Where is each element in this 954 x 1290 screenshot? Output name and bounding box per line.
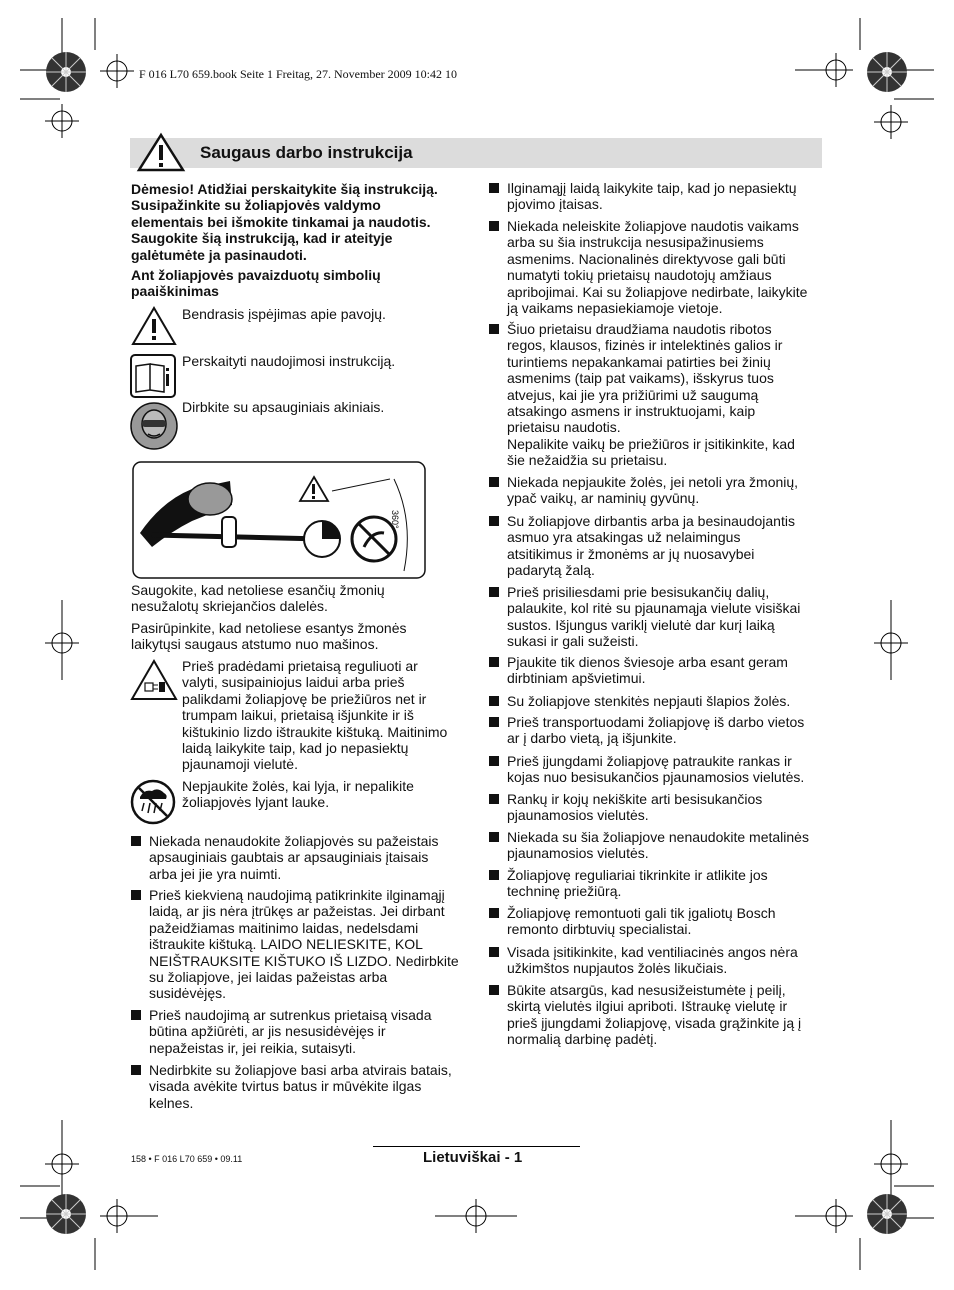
- symbol-rain-text: [182, 778, 414, 811]
- text-line: regos, klausos, fizinės ir intelektinės galios ir: [507, 337, 783, 354]
- symbol-goggles-text: Dirbkite su apsauginiais akiniais.: [182, 399, 385, 415]
- text-line: Visada įsitikinkite, kad ventiliacinės angos nėra: [507, 944, 798, 960]
- safety-goggles-icon: [130, 402, 178, 450]
- text-line: Niekada nepjaukite žolės, jei netoli yra žmonių,: [507, 474, 799, 490]
- intro-line: Dėmesio! Atidžiai perskaitykite šią instrukciją.: [131, 181, 438, 197]
- text-line: Nepalikite vaikų be priežiūros ir įsitikinkite, kad: [507, 435, 795, 452]
- bullet-square-icon: [489, 985, 499, 995]
- text-line: Žoliapjovę reguliariai tikrinkite ir atlikite jos: [507, 867, 768, 883]
- text-line: asmuo yra atsakingas už nelaimingus: [507, 529, 741, 546]
- text-line: Nepjaukite žolės, kai lyja, ir nepalikite: [182, 778, 414, 794]
- text-line: Būkite atsargūs, kad nesusižeistumėte į peilį,: [507, 982, 786, 998]
- bullet-square-icon: [489, 587, 499, 597]
- text-line: asmenims. Nacionalinės direktyvose gali būti: [507, 250, 786, 267]
- text-line: nesužalotų skriejančios dalelės.: [131, 598, 328, 615]
- file-header: F 016 L70 659.book Seite 1 Freitag, 27. November 2009 10:42 10: [139, 67, 457, 81]
- text-line: palikdami žoliapjovę be priežiūros net ir: [182, 690, 427, 707]
- bullet-square-icon: [489, 794, 499, 804]
- intro-line: elementais bei išmokite tinkamai ja naudotis.: [131, 213, 431, 230]
- footer-doc-code: 158 • F 016 L70 659 • 09.11: [131, 1154, 243, 1164]
- text-line: valyti, susipainiojus laidui arba prieš: [182, 674, 405, 691]
- intro-line: Saugokite šią instrukciją, kad ir ateityje: [131, 230, 393, 247]
- text-line: Prieš prisiliesdami prie besisukančių dalių,: [507, 584, 770, 600]
- text-line: ištraukite kištuką. LAIDO NELIESKITE, KOL: [149, 936, 423, 953]
- text-line: sustos. Išjungus variklį vielutė dar kurį laiką: [507, 616, 775, 633]
- text-line: arba su šia instrukcija nesusipažinusiems: [507, 234, 764, 251]
- footer-page-label: Lietuviškai - 1: [423, 1149, 523, 1166]
- text-line: atvejus, kai jie yra prižiūrimi už saugumą: [507, 386, 759, 403]
- bullet-square-icon: [131, 1010, 141, 1020]
- bullet-square-icon: [489, 183, 499, 193]
- bullet-square-icon: [489, 657, 499, 667]
- bullet-square-icon: [489, 717, 499, 727]
- section-title: Saugaus darbo instrukcija: [200, 143, 413, 162]
- text-line: palaukite, kol ritė su pjaunamąja vielute visiškai: [507, 600, 801, 617]
- text-line: Pjaukite tik dienos šviesoje arba esant geram: [507, 654, 788, 670]
- text-line: su žoliapjove, jei laidas pažeistas arba: [149, 969, 388, 986]
- bullet-square-icon: [131, 836, 141, 846]
- no-rain-icon: [130, 779, 176, 825]
- symbol-manual-text: Perskaityti naudojimosi instrukciją.: [182, 353, 396, 369]
- text-line: remonto dirbtuvių specialistai.: [507, 921, 692, 938]
- text-line: dirbtiniam apšvietimui.: [507, 670, 646, 687]
- text-line: Ilginamąjį laidą laikykite taip, kad jo nepasiektų: [507, 180, 797, 196]
- text-line: Su žoliapjove dirbantis arba ja besinaudojantis: [507, 513, 795, 529]
- text-line: atsakingo asmens ir instruktuojami, kaip: [507, 403, 756, 420]
- text-line: Prieš naudojimą ar sutrenkus prietaisą visada: [149, 1007, 432, 1023]
- text-line: apribojimai. Kai su žoliapjove nedirbate, laikykite: [507, 283, 808, 300]
- text-line: užkimštos nupjautos žolės likučiais.: [507, 960, 728, 977]
- text-line: Niekada nenaudokite žoliapjovės su pažeistais: [149, 833, 439, 849]
- symbol-warning-text: Bendrasis įspėjimas apie pavojų.: [182, 306, 386, 322]
- bullet-square-icon: [489, 696, 499, 706]
- paragraph-safe-distance: [131, 620, 406, 653]
- text-line: Prieš kiekvieną naudojimą patikrinkite ilginamąjį: [149, 887, 445, 903]
- heading-line: paaiškinimas: [131, 283, 219, 300]
- text-line: normalią darbinę padėtį.: [507, 1031, 658, 1048]
- bullet-square-icon: [489, 221, 499, 231]
- text-line: žoliapjovės lyjant lauke.: [182, 794, 330, 811]
- intro-line: galėtumėte ja pasinaudoti.: [131, 246, 307, 263]
- text-line: pjaunamoji vielutė.: [182, 756, 298, 773]
- text-line: asmenims (taip pat vaikams), išskyrus tuos: [507, 370, 774, 387]
- heading-line: Ant žoliapjovės pavaizduotų simbolių: [131, 267, 381, 283]
- text-line: Prieš pradėdami prietaisą reguliuoti ar: [182, 658, 418, 674]
- text-line: Niekada neleiskite žoliapjove naudotis vaikams: [507, 218, 799, 234]
- unplug-warning-icon: [130, 659, 178, 701]
- text-line: prietaisu naudotis.: [507, 419, 621, 436]
- text-line: padarytą žalą.: [507, 562, 595, 579]
- text-line: pjaunamosios vielutės.: [507, 807, 649, 824]
- text-line: šie nežaidžia su prietaisu.: [507, 452, 668, 469]
- text-line: skirtą vielutės ilgiui apriboti. Ištraukę vielutę ir: [507, 998, 788, 1015]
- text-line: kištukinio lizdo ištraukite kištuką. Maitinimo: [182, 723, 448, 740]
- bystander-distance-illustration: [132, 461, 426, 579]
- text-line: Saugokite, kad netoliese esančių žmonių: [131, 582, 385, 598]
- text-line: Rankų ir kojų nekiškite arti besisukančios: [507, 791, 763, 807]
- bullet-square-icon: [131, 890, 141, 900]
- paragraph-flying-particles: [131, 582, 385, 615]
- text-line: laidą, ar jis nėra įtrūkęs ar pažeistas. Jei dirbant: [149, 903, 445, 920]
- text-line: Žoliapjovę remontuoti gali tik įgaliotų Bosch: [507, 905, 776, 921]
- bullet-square-icon: [489, 477, 499, 487]
- text-line: trumpam laikui, prietaisą išjunkite ir iš: [182, 707, 414, 724]
- text-line: kelnes.: [149, 1094, 194, 1111]
- text-line: prieš įjungdami žoliapjovę, visada grąžinkite ją į: [507, 1014, 802, 1031]
- text-line: būtina apžiūrėti, ar jis nesusidėvėjęs ir: [149, 1023, 386, 1040]
- bullet-square-icon: [489, 947, 499, 957]
- angle-label: 360°: [390, 510, 400, 529]
- symbol-unplug-text: [182, 658, 447, 773]
- text-line: sukasi ir gali sužeisti.: [507, 633, 639, 650]
- text-line: atsitikimus ir žmonėms ar jų nuosavybei: [507, 545, 755, 562]
- text-line: Prieš įjungdami žoliapjovę patraukite rankas ir: [507, 753, 792, 769]
- intro-paragraph: [131, 181, 438, 263]
- text-line: Šiuo prietaisu draudžiama naudotis ribotos: [507, 321, 772, 337]
- text-line: ją vaikams nepasiekiamoje vietoje.: [507, 300, 723, 317]
- text-line: susidėvėjęs.: [149, 985, 227, 1002]
- read-manual-icon: [130, 354, 176, 398]
- footer-rule: [373, 1146, 580, 1147]
- bullet-square-icon: [489, 908, 499, 918]
- intro-line: Susipažinkite su žoliapjovės valdymo: [131, 197, 381, 214]
- text-line: pjovimo įtaisas.: [507, 196, 603, 213]
- text-line: laikytųsi saugaus atstumo nuo mašinos.: [131, 636, 379, 653]
- text-line: Nedirbkite su žoliapjove basi arba atvirais batais,: [149, 1062, 452, 1078]
- text-line: pjaunamosios vielutės.: [507, 845, 649, 862]
- general-warning-icon: [131, 306, 177, 346]
- text-line: turintiems nepakankamai patirties bei žinių: [507, 353, 771, 370]
- bullet-square-icon: [489, 756, 499, 766]
- symbols-heading: [131, 267, 381, 300]
- bullet-square-icon: [131, 1065, 141, 1075]
- text-line: ar į darbo vietą, ją išjunkite.: [507, 730, 677, 747]
- text-line: Su žoliapjove stenkitės nepjauti šlapios žolės.: [507, 693, 791, 709]
- text-line: Pasirūpinkite, kad netoliese esantys žmonės: [131, 620, 407, 636]
- text-line: arba jei jie yra nuimti.: [149, 865, 282, 882]
- text-line: numatyti tokių prietaisų naudotojų amžiaus: [507, 267, 772, 284]
- text-line: apsauginiais gaubtais ar apsauginiais įtaisais: [149, 849, 429, 866]
- bullet-square-icon: [489, 870, 499, 880]
- text-line: visada avėkite tvirtus batus ir mūvėkite ilgas: [149, 1078, 422, 1095]
- text-line: nepažeistas ir, jei reikia, sutaisyti.: [149, 1039, 356, 1056]
- text-line: techninę priežiūrą.: [507, 883, 622, 900]
- bullet-square-icon: [489, 324, 499, 334]
- text-line: laidą laikykite taip, kad jo nepasiektų: [182, 740, 409, 757]
- text-line: Niekada su šia žoliapjove nenaudokite metalinės: [507, 829, 809, 845]
- warning-triangle-icon: [136, 132, 186, 172]
- text-line: pažeidžiamas maitinimo laidas, nedelsdami: [149, 919, 419, 936]
- text-line: ypač vaikų, ar naminių gyvūnų.: [507, 490, 700, 507]
- bullet-square-icon: [489, 832, 499, 842]
- text-line: NEIŠTRAUKSITE KIŠTUKO IŠ LIZDO. Nedirbkite: [149, 952, 459, 969]
- bullet-square-icon: [489, 516, 499, 526]
- text-line: Prieš transportuodami žoliapjovę iš darbo vietos: [507, 714, 805, 730]
- text-line: kojas nuo besisukančios pjaunamosios vielutės.: [507, 769, 805, 786]
